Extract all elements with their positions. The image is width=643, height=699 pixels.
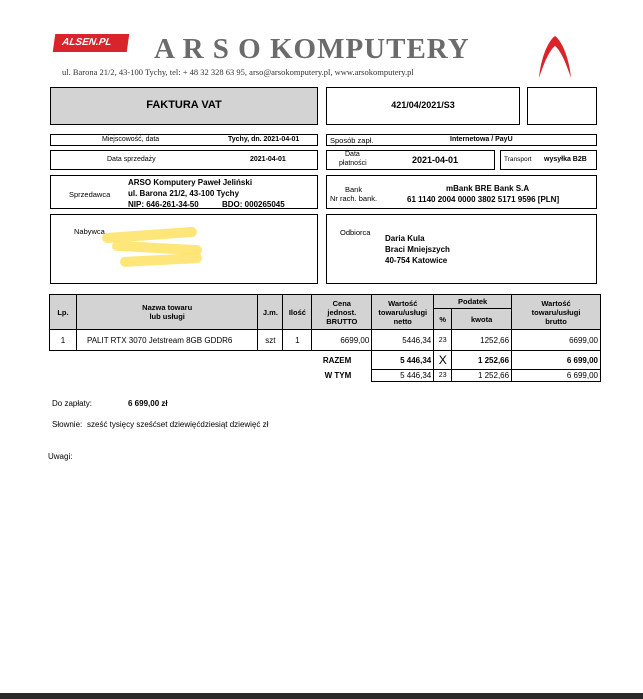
to-pay-value: 6 699,00 zł <box>128 399 168 408</box>
row-tax-amount: 1252,66 <box>452 330 512 351</box>
total-gross: 6 699,00 <box>512 351 601 370</box>
total-label: RAZEM <box>322 355 352 365</box>
header-name: Nazwa towaru lub usługi <box>76 295 257 330</box>
seller-bdo: BDO: 000265045 <box>222 200 285 209</box>
header-unit: J.m. <box>258 295 283 330</box>
row-tax-pct: 23 <box>434 330 452 351</box>
seller-street: ul. Barona 21/2, 43-100 Tychy <box>128 189 240 198</box>
place-date-value: Tychy, dn. 2021-04-01 <box>228 136 300 143</box>
alsen-logo <box>53 34 130 52</box>
bank-name: mBank BRE Bank S.A <box>446 184 530 193</box>
buyer-redaction <box>100 228 210 270</box>
row-qty: 1 <box>283 330 312 351</box>
seller-nip: NIP: 646-261-34-50 <box>128 200 199 209</box>
seller-label: Sprzedawca <box>69 190 111 199</box>
sale-date-value: 2021-04-01 <box>250 156 286 163</box>
in-words-value: sześć tysięcy sześćset dziewięćdziesiąt dziewięć zł <box>87 420 269 429</box>
row-gross: 6699,00 <box>512 330 601 351</box>
of-which-gross: 6 699,00 <box>512 370 601 382</box>
transport-label: Transport <box>504 156 532 163</box>
payment-date-label-2: płatności <box>339 160 367 167</box>
payment-method-value: Internetowa / PayU <box>450 136 513 143</box>
corner-box <box>527 87 597 125</box>
bank-account-label: Nr rach. bank. <box>330 194 378 203</box>
row-price: 6699,00 <box>312 330 372 351</box>
buyer-label: Nabywca <box>74 227 105 236</box>
recipient-name: Daria Kula <box>385 234 425 243</box>
total-net: 5 446,34 <box>372 351 434 370</box>
sale-date-label: Data sprzedaży <box>107 156 156 163</box>
items-table <box>49 294 601 382</box>
header-tax-amount: kwota <box>452 309 512 330</box>
arso-logo-icon <box>535 34 575 80</box>
of-which-tax-amount: 1 252,66 <box>452 370 512 382</box>
recipient-city: 40-754 Katowice <box>385 256 448 265</box>
payment-date-value: 2021-04-01 <box>412 155 459 165</box>
to-pay-label: Do zapłaty: <box>52 399 93 408</box>
payment-method-label: Sposób zapł. <box>330 136 374 145</box>
total-tax-pct: X <box>434 351 452 370</box>
row-net: 5446,34 <box>372 330 434 351</box>
header-price: Cena jednost. BRUTTO <box>312 295 372 330</box>
header-tax: Podatek <box>434 295 512 309</box>
company-address: ul. Barona 21/2, 43-100 Tychy, tel: + 48 32 328 63 95, arso@arsokomputery.pl, www.arsokomputery.pl <box>62 67 414 77</box>
header-lp: Lp. <box>50 295 77 330</box>
table-row <box>50 330 601 351</box>
row-unit: szt <box>258 330 283 351</box>
of-which-row <box>50 370 601 382</box>
of-which-net: 5 446,34 <box>372 370 434 382</box>
recipient-box <box>326 214 597 284</box>
row-lp: 1 <box>50 330 77 351</box>
seller-name: ARSO Komputery Paweł Jeliński <box>128 178 253 187</box>
invoice-type: FAKTURA VAT <box>146 99 222 111</box>
total-row <box>50 351 601 370</box>
header-gross: Wartość towaru/usługi brutto <box>512 295 601 330</box>
in-words-label: Słownie: <box>52 420 83 429</box>
company-title: A R S O KOMPUTERY <box>154 33 470 65</box>
of-which-label: W TYM <box>324 371 352 380</box>
header-net: Wartość towaru/usługi netto <box>372 295 434 330</box>
bank-label: Bank <box>345 185 363 194</box>
bank-account: 61 1140 2004 0000 3802 5171 9596 [PLN] <box>407 195 560 204</box>
recipient-label: Odbiorca <box>340 228 371 237</box>
notes-label: Uwagi: <box>48 452 73 461</box>
header-tax-pct: % <box>434 309 452 330</box>
page-bottom-edge <box>0 693 643 699</box>
row-name: PALIT RTX 3070 Jetstream 8GB GDDR6 <box>76 330 257 351</box>
place-date-label: Miejscowość, data <box>102 136 160 143</box>
alsen-logo-text: ALSEN.PL <box>61 37 113 48</box>
transport-value: wysyłka B2B <box>544 156 587 163</box>
header-qty: Ilość <box>283 295 312 330</box>
invoice-number: 421/04/2021/S3 <box>391 100 455 110</box>
of-which-tax-pct: 23 <box>434 370 452 382</box>
payment-date-label-1: Data <box>345 151 360 158</box>
total-tax-amount: 1 252,66 <box>452 351 512 370</box>
recipient-street: Braci Mniejszych <box>385 245 450 254</box>
